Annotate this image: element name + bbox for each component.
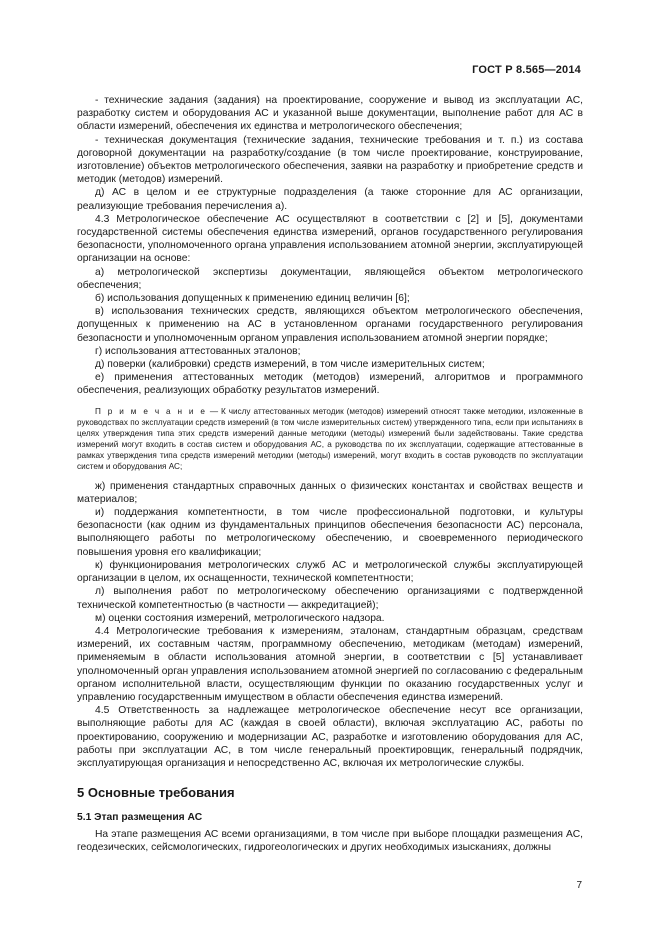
paragraph: 4.5 Ответственность за надлежащее метрологическое обеспечение несут все организации, выполняющие работы для АС (каждая в своей области), включая эксплуатацию АС, работы по проектированию, сооружению и модернизации АС, разработке и изготовлению оборудования для АС, работы при эксплуатации АС, в том числе генеральный проектировщик, генеральный подрядчик, эксплуатирующая организация и непосредственно АС, включая их метрологические службы. (77, 705, 583, 769)
subsection-heading: 5.1 Этап размещения АС (77, 812, 203, 824)
paragraph: д) АС в целом и ее структурные подразделения (а также сторонние для АС организации, реализующие требования перечисления а). (77, 187, 583, 212)
list-item: д) поверки (калибровки) средств измерений, в том числе измерительных систем; (95, 359, 485, 371)
list-item: б) использования допущенных к применению единиц величин [6]; (95, 293, 410, 305)
document-code: ГОСТ Р 8.565—2014 (472, 64, 581, 76)
list-item: м) оценки состояния измерений, метрологического надзора. (95, 612, 385, 624)
list-item: и) поддержания компетентности, в том числе профессиональной подготовки, и культуры безопасности (как одним из фундаментальных принципов обеспечения безопасности АС) персонала, выполняющего работы по метрологическому обеспечению, и своевременного периодического повышения уровня его квалификации; (77, 507, 583, 558)
paragraph: На этапе размещения АС всеми организациями, в том числе при выборе площадки размещения АС, геодезических, сейсмологических, гидрогеологических и других необходимых изысканиях, должны (77, 828, 583, 853)
paragraph: 4.4 Метрологические требования к измерениям, эталонам, стандартным образцам, средствам измерений, их составным частям, программному обеспечению, методикам (методам) измерений, применяемым в области использования атомной энергии, в соответствии с [5] устанавливает уполномоченный орган управления использованием атомной энергией по согласованию с федеральным органом исполнительной власти, осуществляющим функции по оказанию государственных услуг и управлению государственным имуществом в области обеспечения единства измерений. (77, 625, 583, 703)
document-body (77, 94, 583, 854)
list-item: л) выполнения работ по метрологическому обеспечению организациями с подтвержденной технической компетентностью (в частности — аккредитацией); (77, 586, 583, 611)
paragraph: 4.3 Метрологическое обеспечение АС осуществляют в соответствии с [2] и [5], документами государственной системы обеспечения единства измерений, органов государственного регулирования безопасности, уполномоченного органа управления использованием атомной энергии, эксплуатирующей организации на основе: (77, 213, 583, 265)
note (77, 406, 583, 472)
list-item: а) метрологической экспертизы документации, являющейся объектом метрологического обеспечения; (77, 266, 583, 291)
page-number: 7 (576, 880, 582, 891)
paragraph: - техническая документация (технические задания, технические требования и т. п.) из состава договорной документации на разработку/создание (в том числе проектирование, конструирование, изготовление) объектов метрологического обеспечения, заявки на разработку и приобретение средств и методик (методов) измерений. (77, 134, 583, 186)
list-item: в) использования технических средств, являющихся объектом метрологического обеспечения, допущенных к применению на АС в установленном органами государственного регулирования безопасности и уполномоченным органом управления использованием атомной энергии порядке; (77, 306, 583, 344)
note-text: — К числу аттестованных методик (методов) измерений относят также методики, изложенные в руководствах по эксплуатации средств измерений (в том числе измерительных систем) утвержденного типа, если при испытаниях в целях утверждения типа этих средств измерений данные методики (методы) измерений были задействованы. Такие средства измерений могут входить в состав систем и оборудования АС, а руководства по их эксплуатации, содержащие аттестованные в рамках утверждения типа средств измерений методики (методы) измерений, могут входить в состав руководств по эксплуатации систем и оборудования АС; (77, 406, 583, 471)
section-heading: 5 Основные требования (77, 785, 235, 801)
list-item: г) использования аттестованных эталонов; (95, 345, 301, 357)
list-item: е) применения аттестованных методик (методов) измерений, алгоритмов и программного обеспечения, реализующих обработку результатов измерений. (77, 372, 583, 397)
list-item: ж) применения стандартных справочных данных о физических константах и свойствах веществ и материалов; (77, 480, 583, 505)
paragraph: - технические задания (задания) на проектирование, сооружение и вывод из эксплуатации АС, разработку систем и оборудования АС и указанной выше документации, выполнение работ для АС в области измерений, обеспечения их единства и метрологического обеспечения; (77, 95, 583, 133)
list-item: к) функционирования метрологических служб АС и метрологической службы эксплуатирующей организации в целом, их оснащенности, технической компетентности; (77, 559, 583, 585)
note-label: П р и м е ч а н и е (95, 406, 207, 416)
